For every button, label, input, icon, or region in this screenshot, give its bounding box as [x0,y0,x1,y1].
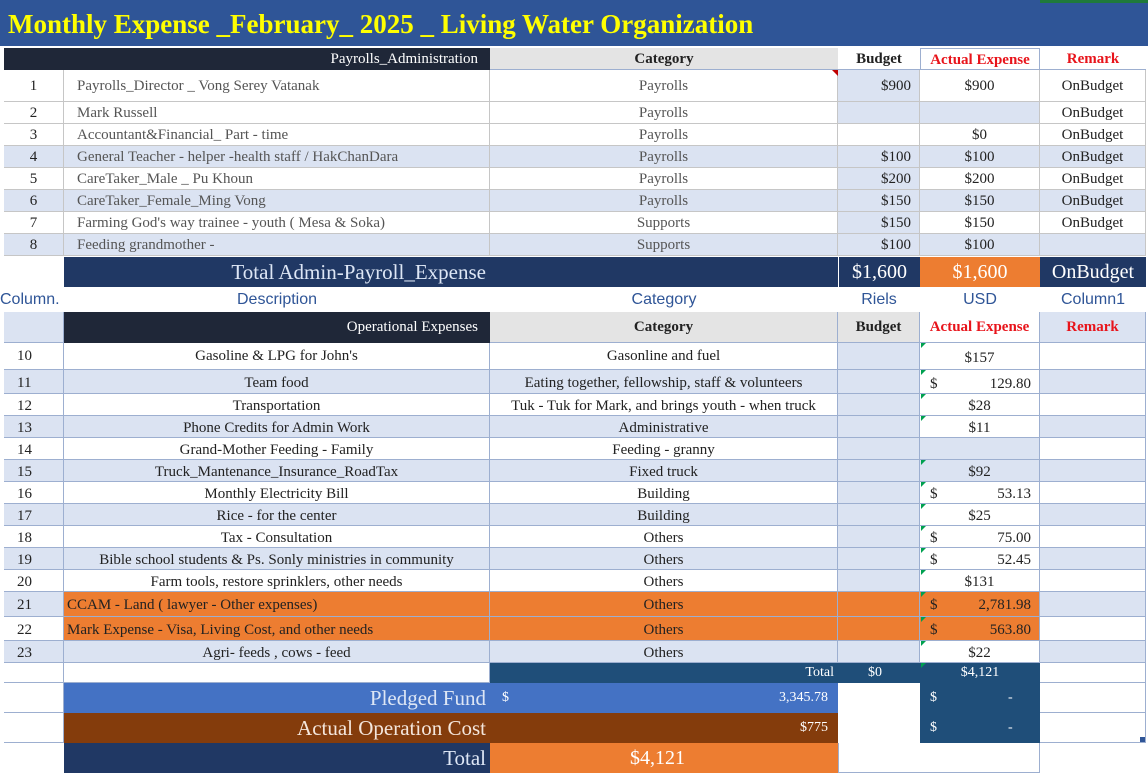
row-number[interactable]: 19 [4,548,64,570]
actual-amount: 2,781.98 [978,597,1031,613]
operational-budget[interactable] [838,504,920,526]
column-header-0[interactable]: Column. [0,291,60,308]
row-number[interactable]: 5 [4,168,64,190]
currency-symbol: $ [502,690,509,705]
payroll-total-row [0,257,1148,287]
row-number[interactable]: 6 [4,190,64,212]
payroll-row [0,70,1148,102]
operational-budget[interactable] [838,592,920,617]
operational-actual[interactable] [920,592,1040,617]
payroll-budget[interactable]: $900 [838,70,920,102]
operational-row [4,504,1146,526]
operational-remark[interactable] [1040,570,1146,592]
operational-description[interactable]: Team food [64,370,490,394]
operational-description[interactable]: Monthly Electricity Bill [64,482,490,504]
operational-row [0,343,1148,370]
row-number[interactable]: 14 [4,438,64,460]
payroll-budget[interactable]: $100 [838,234,920,256]
operational-budget[interactable] [838,482,920,504]
sheet-title: Monthly Expense _February_ 2025 _ Living Water Organization [0,0,1148,46]
operational-category[interactable]: Building [490,504,838,526]
column-header-row [0,288,1148,312]
operational-actual[interactable] [920,343,1040,370]
payroll-budget[interactable] [838,102,920,124]
formula-indicator [921,504,926,509]
payroll-category[interactable]: Payrolls [490,102,838,124]
operational-total-budget[interactable]: $0 [838,663,920,683]
column-header-category[interactable]: Category [631,291,697,308]
operational-remark[interactable] [1040,416,1146,438]
payroll-description[interactable]: Mark Russell [64,102,490,124]
payroll-category[interactable]: Supports [490,212,838,234]
actual-amount: 563.80 [989,622,1031,638]
payroll-actual[interactable]: $900 [920,70,1040,102]
total-description-cell[interactable] [64,663,490,683]
operational-budget[interactable] [838,370,920,394]
table-resize-handle[interactable] [1140,737,1145,742]
actual-amount: $22 [968,645,991,661]
pledged-usd-amount: - [1008,690,1013,705]
payroll-budget[interactable] [838,124,920,146]
payroll-budget[interactable]: $150 [838,190,920,212]
operational-description[interactable]: Phone Credits for Admin Work [64,416,490,438]
operational-description[interactable]: Bible school students & Ps. Sonly ministries in community [64,548,490,570]
operational-remark[interactable] [1040,482,1146,504]
operational-header-remark[interactable]: Remark [1040,312,1146,343]
operational-description[interactable]: CCAM - Land ( lawyer - Other expenses) [64,592,490,617]
operation-cost-usd[interactable] [920,713,1040,743]
operational-row [0,592,1148,617]
operational-header-category[interactable]: Category [490,312,838,343]
formula-indicator [921,570,926,575]
selection-marker [1040,0,1148,3]
payroll-header-remark[interactable]: Remark [1040,48,1146,70]
actual-amount: 52.45 [997,552,1031,568]
operational-remark[interactable] [1040,617,1146,641]
formula-indicator [921,663,926,668]
operational-category[interactable]: Others [490,617,838,641]
operational-actual[interactable] [920,370,1040,394]
payroll-remark[interactable]: OnBudget [1040,146,1146,168]
operational-row [0,482,1148,504]
payroll-actual[interactable] [920,102,1040,124]
payroll-header-category[interactable]: Category [490,48,838,70]
operational-description[interactable]: Mark Expense - Visa, Living Cost, and other needs [64,617,490,641]
operational-row [0,617,1148,641]
formula-indicator [921,343,926,348]
operational-remark[interactable] [1040,592,1146,617]
payroll-category[interactable]: Payrolls [490,70,838,102]
operational-row [4,460,1146,482]
payroll-budget[interactable]: $150 [838,212,920,234]
operational-row [0,526,1148,548]
row-number[interactable]: 12 [4,394,64,416]
payroll-header-actual[interactable]: Actual Expense [920,48,1040,70]
formula-indicator [921,526,926,531]
operational-row [0,394,1148,416]
payroll-total-remark[interactable]: OnBudget [1040,257,1146,287]
column-header-description[interactable]: Description [236,291,318,308]
operational-remark[interactable] [1040,641,1146,663]
operation-usd-amount: - [1008,720,1013,735]
payroll-remark[interactable]: OnBudget [1040,70,1146,102]
payroll-row [0,168,1148,190]
operation-no-cell [4,713,64,743]
operational-budget[interactable] [838,394,920,416]
operational-category[interactable]: Others [490,548,838,570]
payroll-category[interactable]: Payrolls [490,190,838,212]
currency-symbol: $ [930,530,938,546]
row-number[interactable]: 7 [4,212,64,234]
row-number[interactable]: 13 [4,416,64,438]
payroll-remark[interactable]: OnBudget [1040,212,1146,234]
grand-total-empty-cell[interactable] [838,743,1040,773]
payroll-row [0,212,1148,234]
pledged-fund-row [0,683,1148,713]
comment-indicator[interactable] [832,70,838,76]
operational-category[interactable]: Gasonline and fuel [490,343,838,370]
actual-amount: 53.13 [997,486,1031,502]
operational-category[interactable]: Others [490,570,838,592]
operational-header-budget[interactable]: Budget [838,312,920,343]
row-number[interactable]: 4 [4,146,64,168]
payroll-actual[interactable]: $100 [920,234,1040,256]
formula-indicator [921,370,926,375]
operational-description[interactable]: Tax - Consultation [64,526,490,548]
operational-description[interactable]: Gasoline & LPG for John's [64,343,490,370]
operational-category[interactable]: Others [490,641,838,663]
actual-amount: $28 [968,398,991,414]
currency-symbol: $ [930,552,938,568]
formula-indicator [921,548,926,553]
formula-indicator [921,482,926,487]
operational-actual[interactable] [920,641,1040,663]
payroll-description[interactable]: Farming God's way trainee - youth ( Mesa & Soka) [64,212,490,234]
operational-description[interactable]: Grand-Mother Feeding - Family [64,438,490,460]
operation-budget-cell[interactable] [838,713,920,743]
payroll-total-budget[interactable]: $1,600 [838,257,920,287]
pledged-amount: 3,345.78 [779,690,828,705]
formula-indicator [921,617,926,622]
pledged-no-cell [4,683,64,713]
operational-budget[interactable] [838,641,920,663]
formula-indicator [921,394,926,399]
operational-description[interactable]: Agri- feeds , cows - feed [64,641,490,663]
payroll-actual[interactable]: $0 [920,124,1040,146]
currency-symbol: $ [930,486,938,502]
payroll-header-budget[interactable]: Budget [838,48,920,70]
operational-category[interactable]: Others [490,526,838,548]
pledged-budget-cell[interactable] [838,683,920,713]
operational-category[interactable]: Others [490,592,838,617]
operational-budget[interactable] [838,460,920,482]
operational-row [0,570,1148,592]
row-number[interactable]: 17 [4,504,64,526]
row-number[interactable]: 22 [4,617,64,641]
currency-symbol: $ [930,622,938,638]
payroll-actual[interactable]: $150 [920,190,1040,212]
column-header-usd[interactable]: USD [963,291,997,308]
payroll-row [4,146,1146,168]
payroll-description[interactable]: Feeding grandmother - [64,234,490,256]
operational-category[interactable]: Building [490,482,838,504]
operational-budget[interactable] [838,416,920,438]
formula-indicator [921,416,926,421]
payroll-description[interactable]: Payrolls_Director _ Vong Serey Vatanak [64,70,490,102]
actual-amount: $131 [964,574,995,590]
operational-actual[interactable] [920,438,1040,460]
operational-remark[interactable] [1040,460,1146,482]
payroll-remark[interactable]: OnBudget [1040,102,1146,124]
operational-remark[interactable] [1040,504,1146,526]
row-number[interactable]: 1 [4,70,64,102]
payroll-description[interactable]: CareTaker_Male _ Pu Khoun [64,168,490,190]
payroll-budget[interactable]: $100 [838,146,920,168]
operational-row [4,416,1146,438]
actual-amount: $11 [968,420,991,436]
payroll-row [4,190,1146,212]
pledged-fund-label[interactable]: Pledged Fund [64,683,490,713]
operational-actual[interactable] [920,526,1040,548]
row-number[interactable]: 18 [4,526,64,548]
operational-category[interactable]: Fixed truck [490,460,838,482]
operational-actual[interactable] [920,394,1040,416]
operational-actual[interactable] [920,548,1040,570]
formula-indicator [921,460,926,465]
total-no-cell [4,663,64,683]
column-header-col1[interactable]: Column1 [1060,291,1126,308]
payroll-remark[interactable]: OnBudget [1040,124,1146,146]
payroll-row [0,102,1148,124]
operational-row [4,641,1146,663]
operational-category[interactable]: Administrative [490,416,838,438]
actual-amount: 75.00 [997,530,1031,546]
pledged-fund-riels[interactable] [490,683,838,713]
payroll-description[interactable]: General Teacher - helper -health staff / HakChanDara [64,146,490,168]
currency-symbol: $ [930,597,938,613]
header-no-cell [4,312,64,343]
operational-budget[interactable] [838,570,920,592]
pledged-fund-usd[interactable] [920,683,1040,713]
currency-symbol: $ [930,376,938,392]
operational-actual[interactable] [920,570,1040,592]
operational-total-label[interactable]: Total [490,663,838,683]
operational-category[interactable]: Eating together, fellowship, staff & volunteers [490,370,838,394]
currency-symbol: $ [930,690,937,705]
header-no-cell [4,48,64,70]
payroll-budget[interactable]: $200 [838,168,920,190]
operational-description[interactable]: Rice - for the center [64,504,490,526]
operational-category[interactable]: Tuk - Tuk for Mark, and brings youth - when truck [490,394,838,416]
row-number[interactable]: 11 [4,370,64,394]
operational-actual[interactable] [920,617,1040,641]
operation-cost-label[interactable]: Actual Operation Cost [64,713,490,743]
payroll-actual[interactable]: $150 [920,212,1040,234]
operation-cost-value[interactable]: $775 [490,713,838,743]
operational-total-actual[interactable]: $4,121 [920,663,1040,683]
payroll-remark[interactable]: OnBudget [1040,190,1146,212]
operational-category[interactable]: Feeding - granny [490,438,838,460]
column-header-riels[interactable]: Riels [861,291,897,308]
pledged-remark-cell[interactable] [1040,683,1146,713]
grand-total-label[interactable]: Total [64,743,490,773]
operational-actual[interactable] [920,416,1040,438]
operational-budget[interactable] [838,548,920,570]
operational-row [4,370,1146,394]
row-number[interactable]: 15 [4,460,64,482]
operational-actual[interactable] [920,482,1040,504]
operational-description[interactable]: Transportation [64,394,490,416]
operational-header-row [0,312,1148,343]
operational-row [0,438,1148,460]
formula-indicator [921,592,926,597]
operational-remark[interactable] [1040,394,1146,416]
payroll-description[interactable]: CareTaker_Female_Ming Vong [64,190,490,212]
operational-budget[interactable] [838,617,920,641]
payroll-row [4,234,1146,256]
operational-remark[interactable] [1040,343,1146,370]
payroll-description[interactable]: Accountant&Financial_ Part - time [64,124,490,146]
grand-total-value[interactable]: $4,121 [490,743,838,773]
payroll-header-description[interactable]: Payrolls_Administration [64,48,490,70]
row-number[interactable]: 20 [4,570,64,592]
row-number[interactable]: 21 [4,592,64,617]
operational-description[interactable]: Farm tools, restore sprinklers, other needs [64,570,490,592]
total-remark-cell[interactable] [1040,663,1146,683]
operation-cost-row [0,713,1148,743]
payroll-row [0,124,1148,146]
row-number[interactable]: 23 [4,641,64,663]
operational-actual[interactable] [920,504,1040,526]
payroll-total-actual[interactable]: $1,600 [920,257,1040,287]
payroll-total-label[interactable]: Total Admin-Payroll_Expense [64,257,490,287]
operational-remark[interactable] [1040,370,1146,394]
payroll-category[interactable]: Payrolls [490,168,838,190]
payroll-remark[interactable]: OnBudget [1040,168,1146,190]
row-number[interactable]: 8 [4,234,64,256]
actual-amount: $92 [968,464,991,480]
payroll-total-category[interactable] [490,257,838,287]
operational-remark[interactable] [1040,548,1146,570]
payroll-header-row [0,48,1148,70]
row-number[interactable]: 10 [4,343,64,370]
payroll-remark[interactable] [1040,234,1146,256]
payroll-category[interactable]: Payrolls [490,146,838,168]
operational-description[interactable]: Truck_Mantenance_Insurance_RoadTax [64,460,490,482]
payroll-actual[interactable]: $100 [920,146,1040,168]
operational-budget[interactable] [838,526,920,548]
operational-total-row [0,663,1148,683]
operational-remark[interactable] [1040,438,1146,460]
currency-symbol: $ [930,720,937,735]
operational-budget[interactable] [838,343,920,370]
row-number[interactable]: 3 [4,124,64,146]
operational-header-actual[interactable]: Actual Expense [920,312,1040,343]
actual-amount: $157 [964,350,995,366]
row-number[interactable]: 2 [4,102,64,124]
actual-amount: 129.80 [989,376,1031,392]
operational-remark[interactable] [1040,526,1146,548]
grand-total-row [0,743,1148,773]
operational-header-description[interactable]: Operational Expenses [64,312,490,343]
payroll-actual[interactable]: $200 [920,168,1040,190]
operational-row [4,548,1146,570]
actual-amount: $25 [968,508,991,524]
operation-remark-cell[interactable] [1040,713,1146,743]
payroll-category[interactable]: Supports [490,234,838,256]
payroll-category[interactable]: Payrolls [490,124,838,146]
row-number[interactable]: 16 [4,482,64,504]
operational-budget[interactable] [838,438,920,460]
operational-actual[interactable] [920,460,1040,482]
formula-indicator [921,641,926,646]
